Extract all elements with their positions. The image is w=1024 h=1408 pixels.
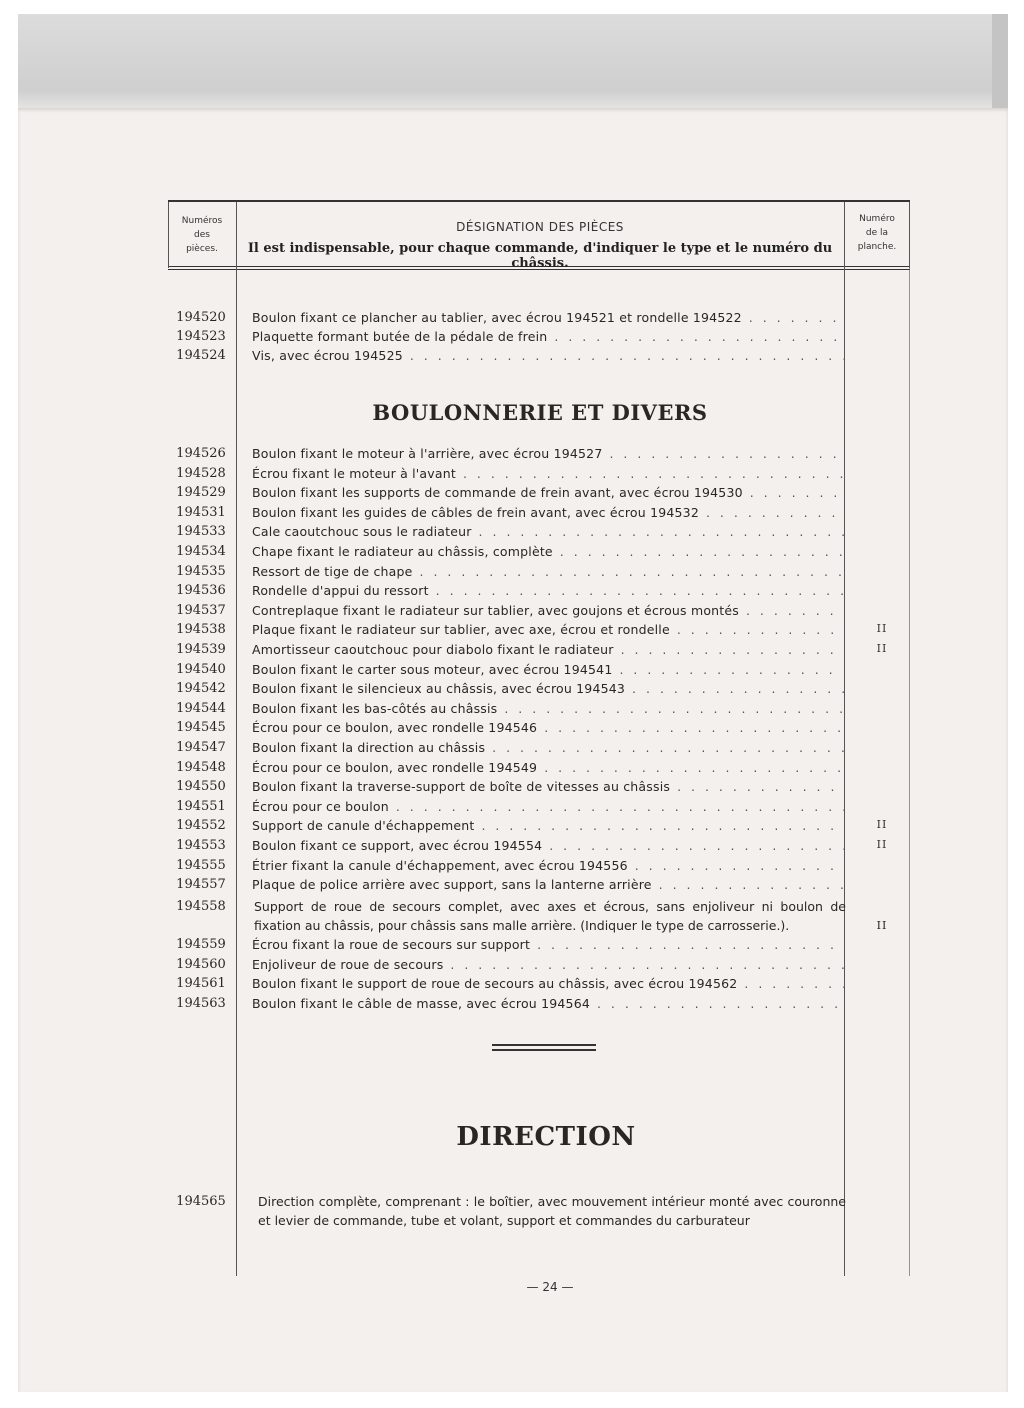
table-row <box>168 622 908 642</box>
part-description: Boulon fixant les guides de câbles de frein avant, avec écrou 194532 . . . <box>252 505 844 520</box>
table-row <box>168 779 908 799</box>
table-row <box>168 310 908 330</box>
part-number: 194552 <box>176 818 226 834</box>
table-row <box>168 957 908 977</box>
table-row <box>168 348 908 368</box>
column-header-planche-line2: de la <box>865 228 889 238</box>
part-number: 194565 <box>176 1194 226 1209</box>
part-number: 194538 <box>176 622 226 638</box>
part-description: Ressort de tige de chape . . . <box>252 564 844 579</box>
part-number: 194561 <box>176 976 226 992</box>
part-number: 194535 <box>176 563 226 579</box>
part-number: 194559 <box>176 937 226 952</box>
part-description: Boulon fixant le câble de masse, avec écrou 194564 . . . <box>252 996 844 1011</box>
part-description: Boulon fixant les bas-côtés au châssis . . . <box>252 701 844 716</box>
part-number: 194531 <box>176 504 226 520</box>
section-divider-2 <box>492 1049 596 1051</box>
column-header-planche-line3: planche. <box>857 242 897 252</box>
part-number: 194544 <box>176 700 226 716</box>
part-number: 194524 <box>176 348 226 363</box>
table-row <box>168 603 908 623</box>
column-header-numbers <box>168 214 236 256</box>
table-row <box>168 662 908 682</box>
part-number: 194551 <box>176 798 226 814</box>
part-description: Plaque de police arrière avec support, sans la lanterne arrière . . . <box>252 877 844 892</box>
part-number: 194533 <box>176 524 226 540</box>
part-description: Direction complète, comprenant : le boîtier, avec mouvement intérieur monté avec couronne et levier de commande, tube et volant, support et commandes du carburateur <box>258 1194 846 1228</box>
part-description: Chape fixant le radiateur au châssis, complète . . . <box>252 544 844 559</box>
part-description: Vis, avec écrou 194525 . . . <box>252 348 844 363</box>
table-row <box>168 760 908 780</box>
plate-number: II <box>876 838 888 851</box>
part-number: 194537 <box>176 602 226 618</box>
part-description: Étrier fixant la canule d'échappement, avec écrou 194556 . . . <box>252 858 844 873</box>
table-row <box>168 858 908 878</box>
table-row <box>168 937 908 957</box>
part-description: Amortisseur caoutchouc pour diabolo fixant le radiateur . . . <box>252 642 844 657</box>
table-top-rule <box>168 200 910 202</box>
table-row <box>168 544 908 564</box>
part-description: Boulon fixant la traverse-support de boîte de vitesses au châssis . . . <box>252 779 844 794</box>
part-description: Boulon fixant le silencieux au châssis, avec écrou 194543 . . . <box>252 681 844 696</box>
part-number: 194558 <box>176 899 226 914</box>
part-description: Plaque fixant le radiateur sur tablier, avec axe, écrou et rondelle . . . <box>252 622 844 637</box>
column-header-planche-line1: Numéro <box>859 214 895 224</box>
part-description: Écrou fixant le moteur à l'avant . . . <box>252 466 844 481</box>
table-row <box>168 976 908 996</box>
column-header-numbers-line1: Numéros <box>181 216 223 226</box>
part-number: 194557 <box>176 877 226 893</box>
part-number: 194523 <box>176 329 226 344</box>
part-description: Contreplaque fixant le radiateur sur tablier, avec goujons et écrous montés . . . <box>252 603 844 618</box>
part-number: 194545 <box>176 720 226 736</box>
part-description: Support de canule d'échappement . . . <box>252 818 844 833</box>
table-row <box>168 818 908 838</box>
part-description: Boulon fixant ce plancher au tablier, avec écrou 194521 et rondelle 194522 . . . <box>252 310 844 325</box>
page-number: — 24 — <box>526 1280 574 1294</box>
part-number: 194540 <box>176 661 226 677</box>
part-description: Écrou pour ce boulon . . . <box>252 799 844 814</box>
plate-number: II <box>876 642 888 655</box>
part-number: 194555 <box>176 857 226 873</box>
part-number: 194548 <box>176 759 226 775</box>
table-row <box>168 642 908 662</box>
column-header-numbers-line2: des <box>194 230 210 240</box>
part-number: 194547 <box>176 740 226 755</box>
column-header-planche <box>844 212 910 254</box>
table-row <box>168 720 908 740</box>
part-description: Boulon fixant le carter sous moteur, avec écrou 194541 . . . <box>252 662 844 677</box>
scanner-background <box>18 14 1008 110</box>
table-row <box>168 564 908 584</box>
section-divider <box>492 1044 596 1046</box>
part-number: 194553 <box>176 838 226 853</box>
part-number: 194528 <box>176 465 226 481</box>
table-row <box>168 329 908 349</box>
table-row <box>168 701 908 721</box>
part-number: 194539 <box>176 642 226 657</box>
part-description: Écrou pour ce boulon, avec rondelle 194549 . . . <box>252 760 844 775</box>
part-description: Enjoliveur de roue de secours . . . <box>252 957 844 972</box>
part-description: Boulon fixant les supports de commande de frein avant, avec écrou 194530 . . . <box>252 485 844 500</box>
column-header-numbers-line3: pièces. <box>186 244 218 254</box>
plate-number: II <box>876 919 888 932</box>
table-row <box>168 996 908 1016</box>
table-right-edge-lower <box>909 266 910 1276</box>
table-row <box>168 681 908 701</box>
table-row <box>168 838 908 858</box>
plate-number: II <box>876 622 888 636</box>
part-number: 194550 <box>176 779 226 795</box>
table-row <box>168 446 908 466</box>
table-row <box>168 877 908 897</box>
part-number: 194520 <box>176 310 226 325</box>
section-title-boulonnerie: BOULONNERIE ET DIVERS <box>372 400 708 425</box>
header-note: Il est indispensable, pour chaque commande, d'indiquer le type et le numéro du châssis. <box>247 241 833 271</box>
table-row <box>168 466 908 486</box>
part-number: 194542 <box>176 681 226 697</box>
table-row <box>168 740 908 760</box>
part-description: Plaquette formant butée de la pédale de frein . . . <box>252 329 844 344</box>
table-row <box>168 583 908 603</box>
table-row <box>168 799 908 819</box>
table-row-multiline <box>168 1192 908 1252</box>
table-row <box>168 485 908 505</box>
part-number: 194563 <box>176 995 226 1011</box>
plate-number: II <box>876 818 888 832</box>
part-description: Écrou pour ce boulon, avec rondelle 194546 . . . <box>252 720 844 735</box>
part-description: Support de roue de secours complet, avec axes et écrous, sans enjoliveur ni boulon de fixation au châssis, pour châssis sans malle arrière. (Indiquer le type de carrosserie.). <box>254 899 846 933</box>
part-description: Écrou fixant la roue de secours sur support . . . <box>252 937 844 952</box>
part-description: Rondelle d'appui du ressort . . . <box>252 583 844 598</box>
part-number: 194526 <box>176 446 226 461</box>
table-row-multiline <box>168 897 908 937</box>
table-row <box>168 505 908 525</box>
part-number: 194536 <box>176 583 226 599</box>
part-number: 194560 <box>176 956 226 972</box>
part-description: Boulon fixant le support de roue de secours au châssis, avec écrou 194562 . . . <box>252 976 844 991</box>
part-number: 194529 <box>176 485 226 501</box>
part-number: 194534 <box>176 544 226 559</box>
part-description: Cale caoutchouc sous le radiateur . . . <box>252 524 844 539</box>
column-header-designation: DÉSIGNATION DES PIÈCES <box>456 220 624 234</box>
part-description: Boulon fixant le moteur à l'arrière, avec écrou 194527 . . . <box>252 446 844 461</box>
part-description: Boulon fixant la direction au châssis . . . <box>252 740 844 755</box>
section-title-direction: DIRECTION <box>456 1122 636 1152</box>
table-row <box>168 524 908 544</box>
part-description: Boulon fixant ce support, avec écrou 194554 . . . <box>252 838 844 853</box>
